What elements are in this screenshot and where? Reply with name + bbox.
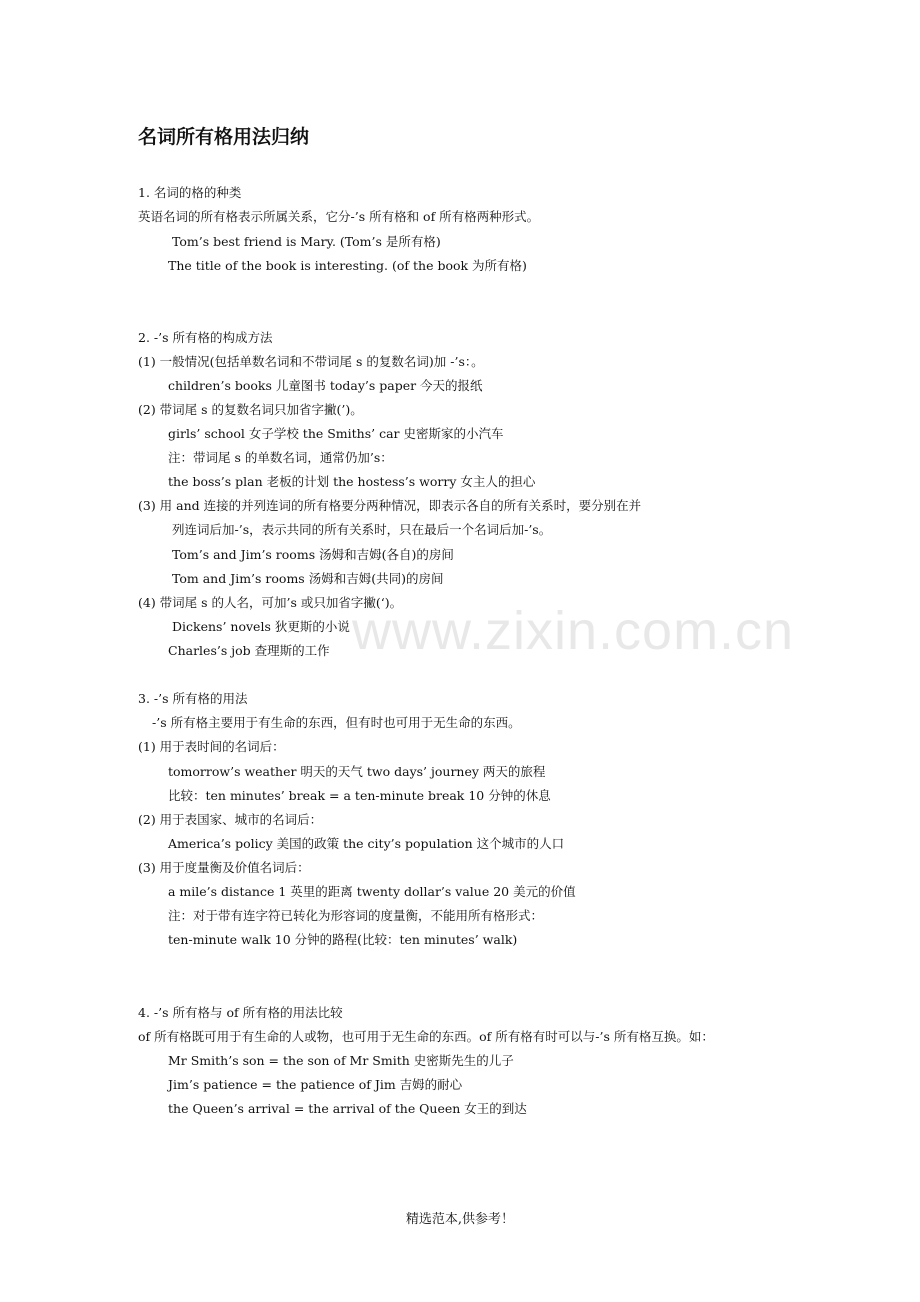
example-line: Tom and Jim’s rooms 汤姆和吉姆(共同)的房间 xyxy=(172,571,444,586)
list-item: (4) 带词尾 s 的人名，可加’s 或只加省字撇(‘)。 xyxy=(138,595,403,610)
watermark: www.zixin.com.cn xyxy=(352,601,795,661)
note-line: 注：带词尾 s 的单数名词，通常仍加’s： xyxy=(168,450,393,465)
example-line: Mr Smith’s son = the son of Mr Smith 史密斯先生的儿子 xyxy=(168,1053,514,1068)
page-footer: 精选范本,供参考！ xyxy=(405,1212,515,1227)
note-line: 注：对于带有连字符已转化为形容词的度量衡，不能用所有格形式： xyxy=(168,908,544,923)
section-heading-4: 4. -’s 所有格与 of 所有格的用法比较 xyxy=(138,1005,343,1020)
section-heading-3: 3. -’s 所有格的用法 xyxy=(138,691,248,706)
note-line: 比较：ten minutes’ break = a ten-minute break 10 分钟的休息 xyxy=(168,788,551,803)
example-line: tomorrow’s weather 明天的天气 two days’ journey 两天的旅程 xyxy=(168,764,546,779)
example-line: children’s books 儿童图书 today’s paper 今天的报纸 xyxy=(168,378,483,393)
example-line: the Queen’s arrival = the arrival of the Queen 女王的到达 xyxy=(168,1101,527,1116)
example-line: The title of the book is interesting. (of the book 为所有格) xyxy=(168,258,527,273)
example-line: Charles’s job 查理斯的工作 xyxy=(168,643,330,658)
example-line: girls’ school 女子学校 the Smiths’ car 史密斯家的小汽车 xyxy=(168,426,504,441)
page-title: 名词所有格用法归纳 xyxy=(138,126,310,148)
paragraph-line: 英语名词的所有格表示所属关系，它分-’s 所有格和 of 所有格两种形式。 xyxy=(138,209,540,224)
list-item: (3) 用于度量衡及价值名词后： xyxy=(138,860,310,875)
list-item: (2) 带词尾 s 的复数名词只加省字撇(’)。 xyxy=(138,402,363,417)
list-item: (3) 用 and 连接的并列连词的所有格要分两种情况，即表示各自的所有关系时，要分别在并 xyxy=(138,498,642,513)
list-item-continuation: 列连词后加-’s，表示共同的所有关系时，只在最后一个名词后加-’s。 xyxy=(172,522,552,537)
example-line: the boss’s plan 老板的计划 the hostess’s worry 女主人的担心 xyxy=(168,474,536,489)
list-item: (2) 用于表国家、城市的名词后： xyxy=(138,812,323,827)
example-line: Jim’s patience = the patience of Jim 吉姆的耐心 xyxy=(168,1077,463,1092)
example-line: Tom’s best friend is Mary. (Tom’s 是所有格) xyxy=(172,234,441,249)
section-heading-2: 2. -’s 所有格的构成方法 xyxy=(138,330,273,345)
paragraph-line: -’s 所有格主要用于有生命的东西，但有时也可用于无生命的东西。 xyxy=(152,715,521,730)
example-line: Tom’s and Jim’s rooms 汤姆和吉姆(各自)的房间 xyxy=(172,547,454,562)
section-heading-1: 1. 名词的格的种类 xyxy=(138,185,242,200)
paragraph-line: of 所有格既可用于有生命的人或物，也可用于无生命的东西。of 所有格有时可以与-’s 所有格互换。如： xyxy=(138,1029,714,1044)
example-line: a mile’s distance 1 英里的距离 twenty dollar’s value 20 美元的价值 xyxy=(168,884,576,899)
example-line: ten-minute walk 10 分钟的路程(比较：ten minutes’ walk) xyxy=(168,932,518,947)
example-line: Dickens’ novels 狄更斯的小说 xyxy=(172,619,350,634)
list-item: (1) 用于表时间的名词后： xyxy=(138,739,285,754)
list-item: (1) 一般情况(包括单数名词和不带词尾 s 的复数名词)加 -’s：。 xyxy=(138,354,484,369)
example-line: America’s policy 美国的政策 the city’s population 这个城市的人口 xyxy=(168,836,565,851)
